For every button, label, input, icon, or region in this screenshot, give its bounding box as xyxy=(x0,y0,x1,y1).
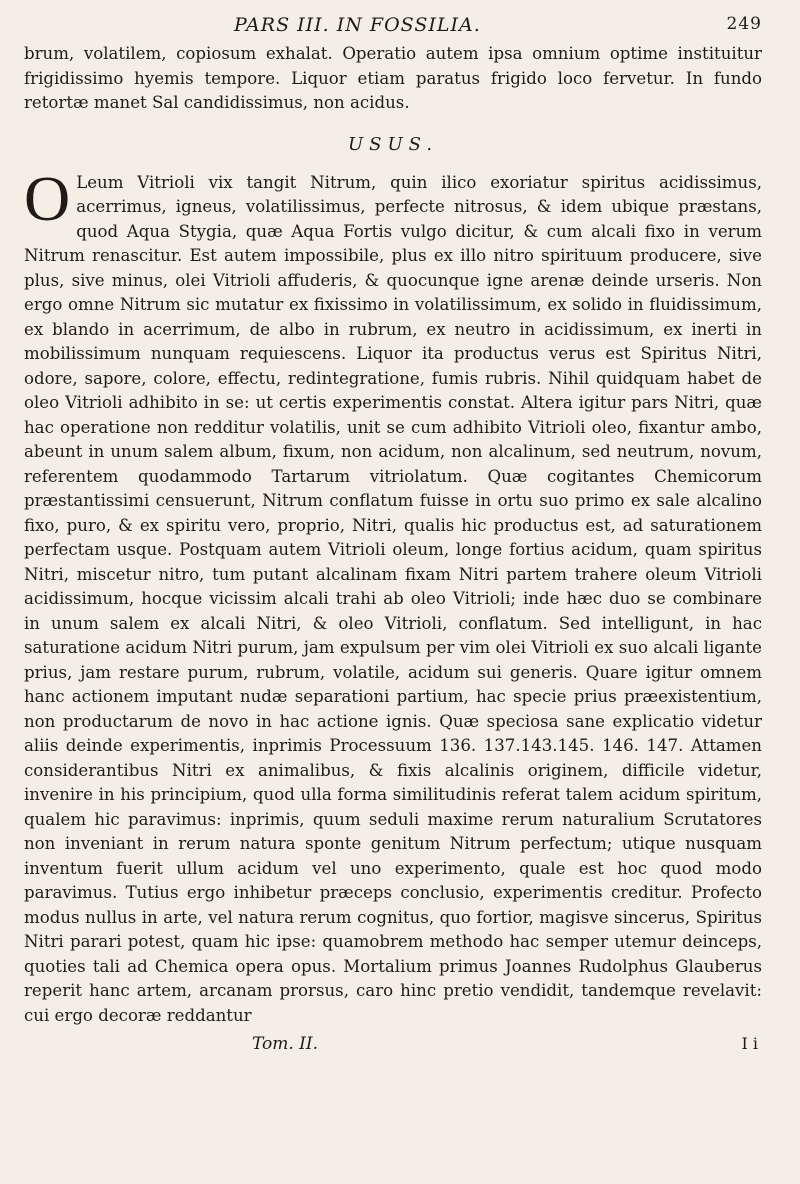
main-paragraph xyxy=(24,162,762,1029)
running-title: PARS III. IN FOSSILIA. xyxy=(234,14,481,36)
drop-cap-letter: O xyxy=(24,162,71,234)
page-footer xyxy=(24,1034,762,1062)
running-header xyxy=(24,12,762,42)
opening-paragraph: brum, volatilem, copiosum exhalat. Operatio autem ipsa omnium optime instituitur frigidissimo hyemis tempore. Liquor etiam paratus frigido loco fervetur. In fundo retortæ manet Sal candidissimus, non acidus. xyxy=(24,44,762,112)
main-paragraph-text: Leum Vitrioli vix tangit Nitrum, quin ilico exoriatur spiritus acidissimus, acerrimus, igneus, volatilissimus, perfecte nitrosus, & idem ubique præstans, quod Aqua Stygia, quæ Aqua Fortis vulgo dicitur, & cum alcali fixo in verum Nitrum renascitur. Est autem impossibile, plus ex illo nitro spirituum producere, sive plus, sive minus, olei Vitrioli affuderis, & quocunque igne arenæ deinde urseris. Non ergo omne Nitrum sic mutatur ex fixissimo in volatilissimum, ex solido in fluidissimum, ex blando in acerrimum, de albo in rubrum, ex neutro in acidissimum, ex inerti in mobilissimum nunquam requiescens. Liquor ita productus verus est Spiritus Nitri, odore, sapore, colore, effectu, redintegratione, fumis rubris. Nihil quidquam habet de oleo Vitrioli adhibito in se: ut certis experimentis constat. Altera igitur pars Nitri, quæ hac operatione non redditur volatilis, unit se cum adhibito Vitrioli oleo, fixantur ambo, abeunt in unum salem album, fixum, non acidum, non alcalinum, sed neutrum, novum, referentem quodammodo Tartarum vitriolatum. Quæ cogitantes Chemicorum præstantissimi censuerunt, Nitrum conflatum fuisse in ortu suo primo ex sale alcalino fixo, puro, & ex spiritu vero, proprio, Nitri, qualis hic productus est, ad saturationem perfectam usque. Postquam autem Vitrioli oleum, longe fortius acidum, quam spiritus Nitri, miscetur nitro, tum putant alcalinam fixam Nitri partem trahere oleum Vitrioli acidissimum, hocque vicissim alcali trahi ab oleo Vitrioli; inde hæc duo se combinare in unum salem ex alcali Nitri, & oleo Vitrioli, conflatum. Sed intelligunt, in hac saturatione acidum Nitri purum, jam expulsum per vim olei Vitrioli ex suo alcali ligante prius, jam restare purum, rubrum, volatile, acidum sui generis. Quare igitur omnem hanc actionem imputant nudæ separationi partium, hac specie prius præexistentium, non productarum de novo in hac actione ignis. Quæ speciosa sane explicatio videtur aliis deinde experimentis, inprimis Processuum 136. 137.143.145. 146. 147. Attamen considerantibus Nitri ex animalibus, & fixis alcalinis originem, difficile videtur, invenire in his principium, quod ulla forma similitudinis referat talem acidum spiritum, qualem hic paravimus: inprimis, quum seduli maxime rerum naturalium Scrutatores non inveniant in rerum natura sponte genitum Nitrum perfectum; utique nusquam inventum fuerit ullum acidum vel uno experimento, quale est hoc quod modo paravimus. Tutius ergo inhibetur præceps conclusio, experimentis creditur. Profecto modus nullus in arte, vel natura rerum cognitus, quo fortior, magisve sincerus, Spiritus Nitri parari potest, quam hic ipse: quamobrem methodo hac semper utemur deinceps, quoties tali ad Chemica opera opus. Mortalium primus Joannes Rudolphus Glauberus reperit hanc artem, arcanam prorsus, caro hinc pretio vendidit, tandemque revelavit: cui ergo decoræ reddantur xyxy=(24,172,762,1025)
section-title: USUS. xyxy=(347,133,439,155)
catchword: I i xyxy=(741,1034,758,1053)
page-number: 249 xyxy=(726,14,762,34)
book-page xyxy=(24,12,762,1132)
signature-mark: Tom. II. xyxy=(252,1034,319,1054)
